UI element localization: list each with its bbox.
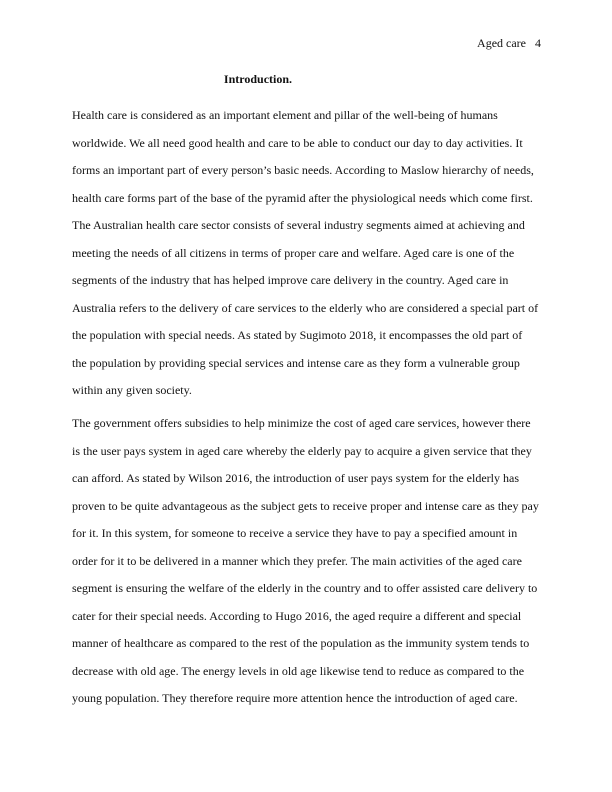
text-line: order for it to be delivered in a manner which they prefer. The main activities of the aged care [72, 553, 522, 568]
text-line: forms an important part of every person’s basic needs. According to Maslow hierarchy of needs, [72, 163, 534, 177]
text-line: for it. In this system, for someone to receive a service they have to pay a specified amount in [72, 526, 518, 540]
text-line: manner of healthcare as compared to the rest of the population as the immunity system tends to [72, 636, 530, 650]
text-line: young population. They therefore require more attention hence the introduction of aged care. [72, 691, 518, 705]
text-line: cater for their special needs. According to Hugo 2016, the aged require a different and special [72, 608, 522, 623]
text-line: Health care is considered as an important element and pillar of the well-being of humans [72, 108, 498, 122]
text-line: worldwide. We all need good health and care to be able to conduct our day to day activities. It [72, 135, 523, 150]
paragraph-2 [72, 416, 546, 719]
text-line: within any given society. [72, 383, 192, 397]
text-line: Australia refers to the delivery of care services to the elderly who are considered a special part of [72, 300, 539, 315]
text-line: decrease with old age. The energy levels in old age likewise tend to reduce as compared to the [72, 663, 525, 678]
text-line: is the user pays system in aged care whereby the elderly pay to acquire a given service that they [72, 443, 532, 458]
text-line: segments of the industry that has helped improve care delivery in the country. Aged care in [72, 273, 509, 287]
running-header [477, 36, 541, 50]
text-line: The government offers subsidies to help minimize the cost of aged care services, however there [72, 416, 531, 430]
page-number: 4 [535, 36, 541, 50]
section-heading: Introduction. [223, 72, 293, 86]
running-title: Aged care [477, 36, 526, 50]
text-line: The Australian health care sector consists of several industry segments aimed at achieving and [72, 218, 525, 232]
text-line: segment is ensuring the welfare of the elderly in the country and to offer assisted care delivery to [72, 581, 538, 595]
text-line: the population by providing special services and intense care as they form a vulnerable group [72, 355, 520, 370]
paragraph-1 [72, 108, 546, 411]
text-line: health care forms part of the base of the pyramid after the physiological needs which come first. [72, 190, 533, 205]
text-line: proven to be quite advantageous as the subject gets to receive proper and intense care as they pay [72, 498, 539, 513]
text-line: meeting the needs of all citizens in terms of proper care and welfare. Aged care is one of the [72, 245, 515, 260]
text-line: the population with special needs. As stated by Sugimoto 2018, it encompasses the old part of [72, 328, 523, 342]
text-line: can afford. As stated by Wilson 2016, the introduction of user pays system for the elderly has [72, 471, 519, 485]
